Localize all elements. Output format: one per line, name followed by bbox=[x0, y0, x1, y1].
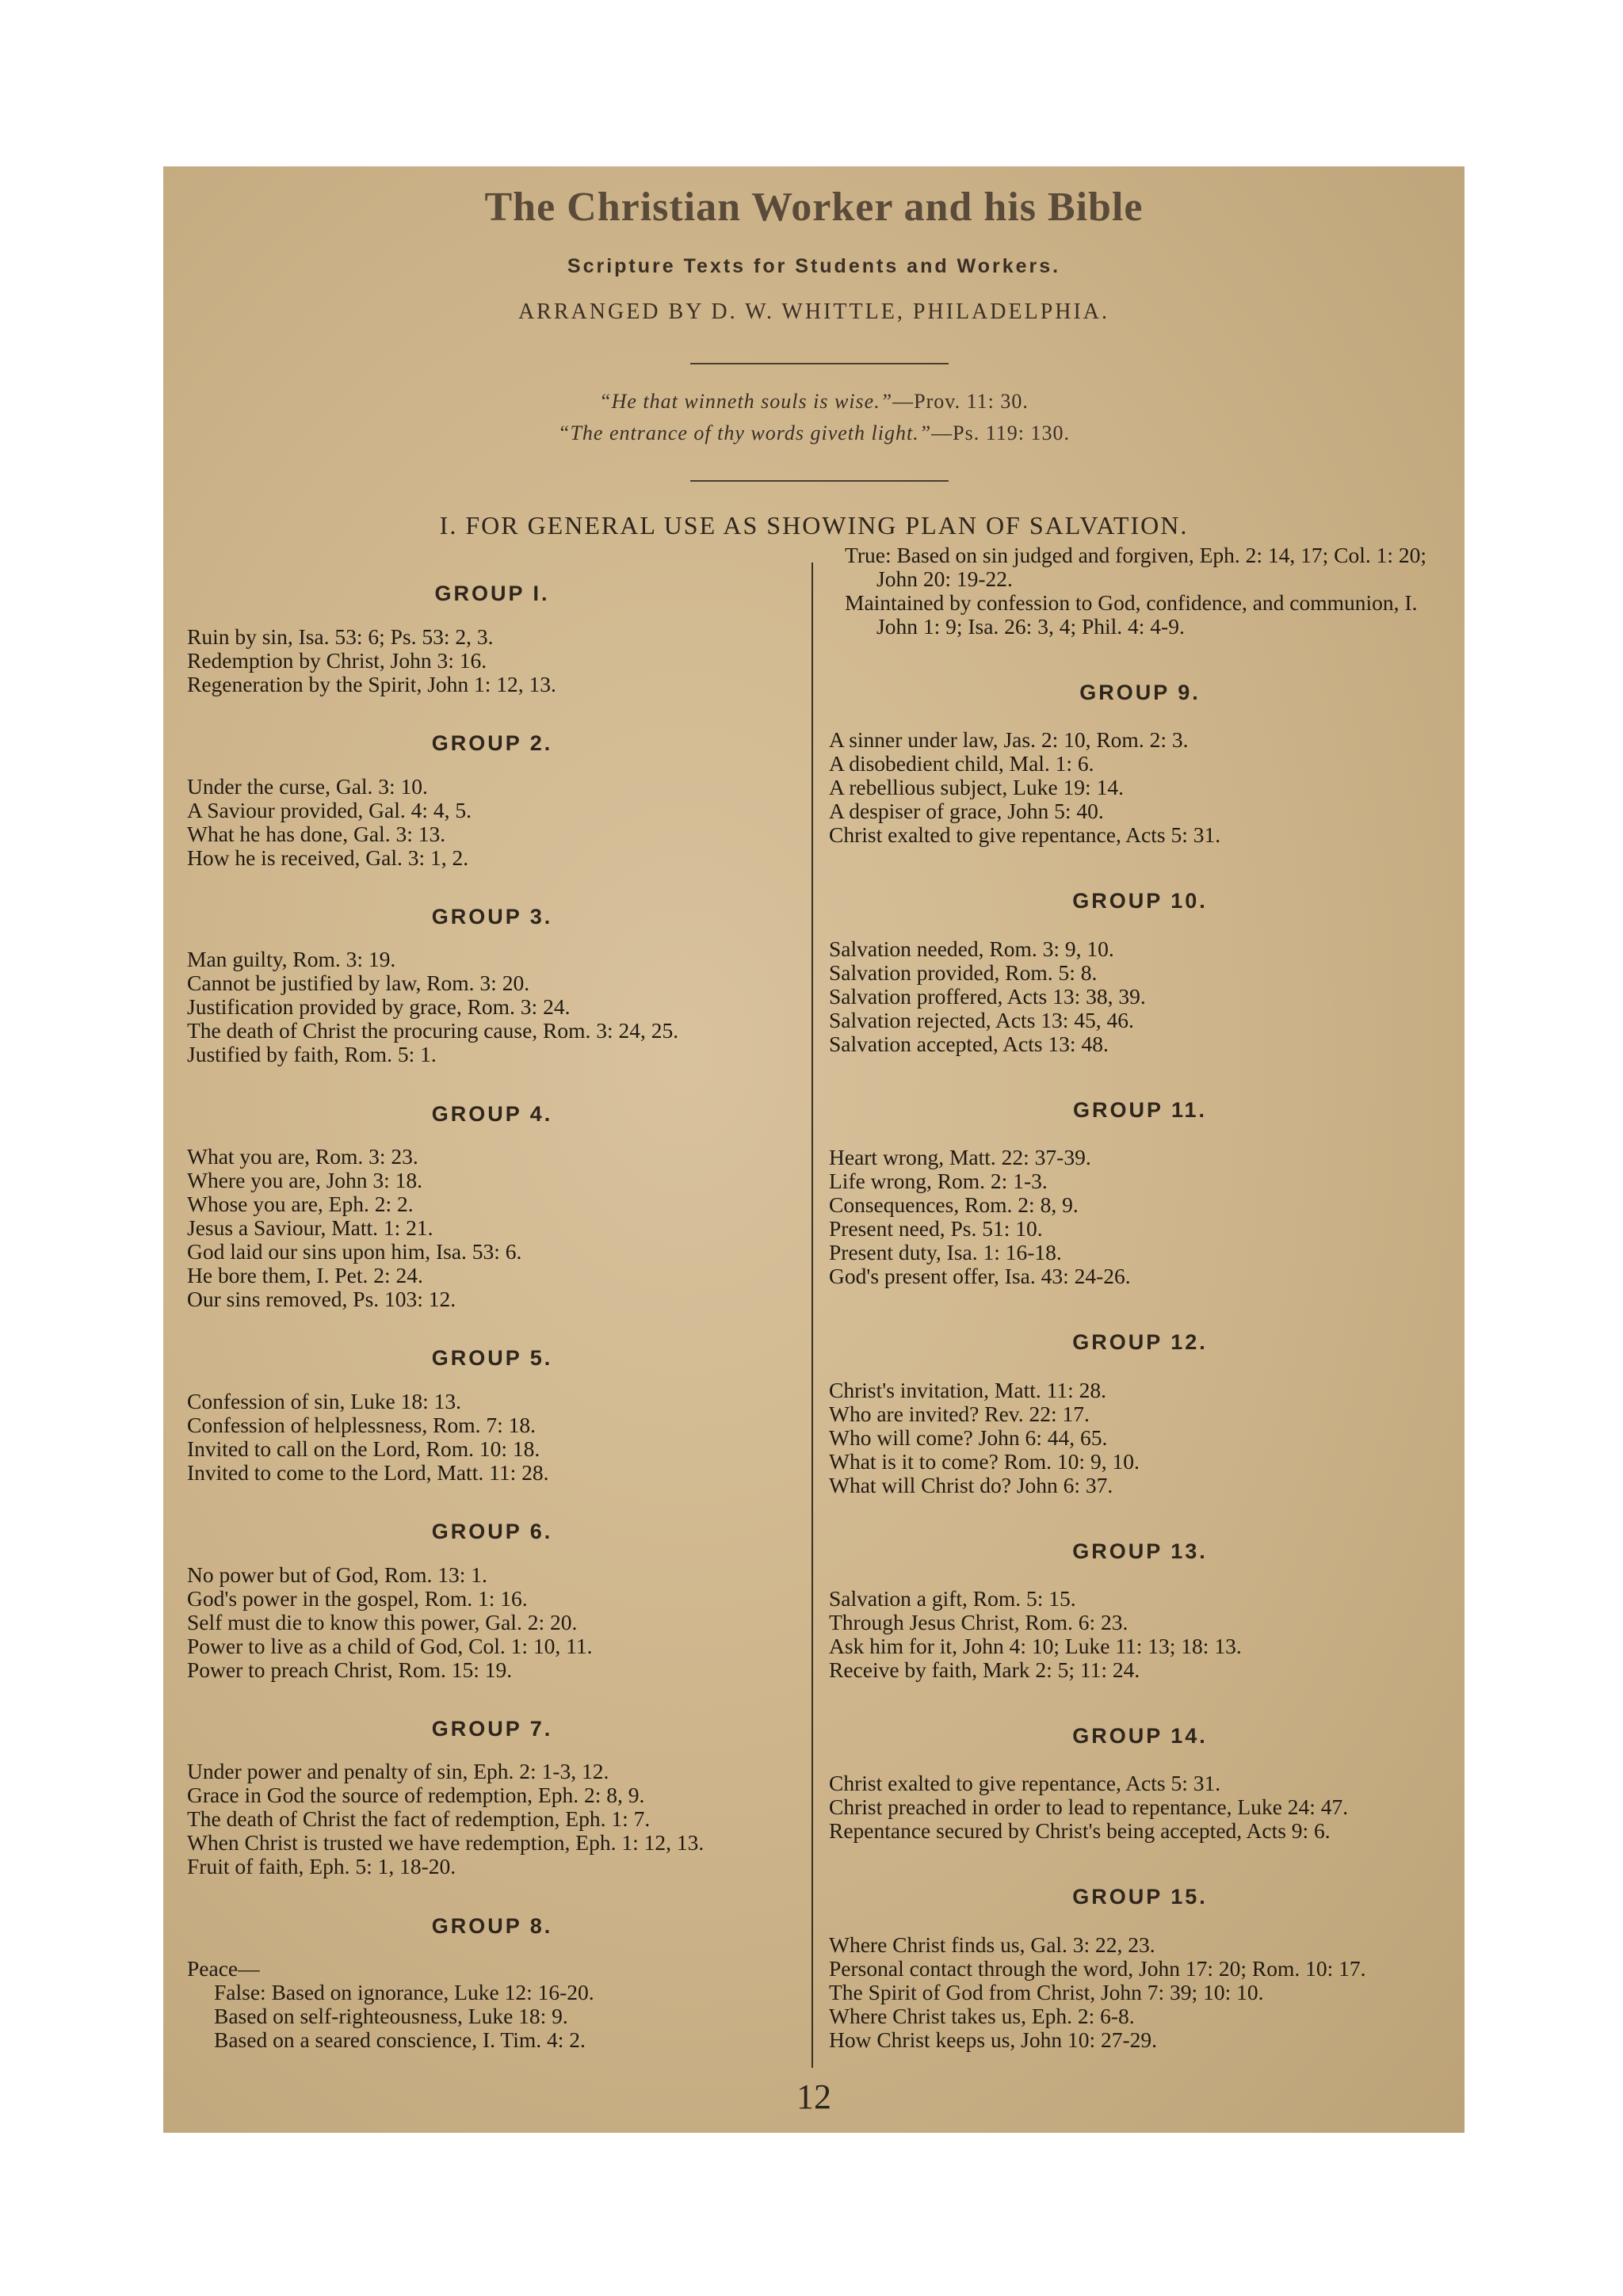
scripture-line: Ruin by sin, Isa. 53: 6; Ps. 53: 2, 3. bbox=[187, 624, 494, 649]
scripture-line: Christ exalted to give repentance, Acts 5: 31. bbox=[829, 822, 1221, 848]
group-heading: GROUP 14. bbox=[1072, 1724, 1208, 1749]
group-heading: GROUP 8. bbox=[431, 1913, 553, 1938]
scripture-line: Based on a seared conscience, I. Tim. 4: 2. bbox=[214, 2027, 586, 2052]
scripture-line: God's power in the gospel, Rom. 1: 16. bbox=[187, 1585, 528, 1611]
group-heading: GROUP 7. bbox=[431, 1716, 553, 1741]
scripture-line: False: Based on ignorance, Luke 12: 16-20. bbox=[214, 1980, 594, 2004]
scripture-line: Present need, Ps. 51: 10. bbox=[829, 1216, 1043, 1241]
scripture-line: He bore them, I. Pet. 2: 24. bbox=[187, 1263, 423, 1287]
scripture-line: Receive by faith, Mark 2: 5; 11: 24. bbox=[829, 1657, 1140, 1683]
scripture-line: When Christ is trusted we have redemption, Eph. 1: 12, 13. bbox=[187, 1830, 705, 1855]
column-divider bbox=[812, 563, 813, 2068]
page-title: The Christian Worker and his Bible bbox=[484, 185, 1144, 230]
scripture-line: Peace— bbox=[187, 1956, 260, 1981]
scripture-line: Whose you are, Eph. 2: 2. bbox=[187, 1192, 414, 1216]
scripture-line: Power to preach Christ, Rom. 15: 19. bbox=[187, 1657, 513, 1682]
scripture-line: No power but of God, Rom. 13: 1. bbox=[187, 1562, 487, 1587]
scripture-line: Justified by faith, Rom. 5: 1. bbox=[187, 1042, 437, 1067]
scripture-line: Confession of helplessness, Rom. 7: 18. bbox=[187, 1412, 536, 1437]
scripture-line: Justification provided by grace, Rom. 3: 24. bbox=[187, 994, 571, 1020]
group-heading: GROUP 13. bbox=[1072, 1539, 1208, 1563]
group-heading: GROUP 5. bbox=[431, 1346, 553, 1371]
group-heading: GROUP 6. bbox=[431, 1520, 553, 1543]
scripture-line: Where Christ finds us, Gal. 3: 22, 23. bbox=[829, 1932, 1155, 1957]
group-heading: GROUP 9. bbox=[1079, 681, 1201, 705]
scripture-line: Redemption by Christ, John 3: 16. bbox=[187, 647, 487, 673]
group-heading: GROUP I. bbox=[434, 582, 550, 606]
scripture-line: What will Christ do? John 6: 37. bbox=[829, 1472, 1113, 1497]
scripture-line: Invited to come to the Lord, Matt. 11: 28. bbox=[187, 1459, 549, 1485]
scripture-line: Fruit of faith, Eph. 5: 1, 18-20. bbox=[187, 1854, 456, 1879]
scripture-line: Based on self-righteousness, Luke 18: 9. bbox=[214, 2004, 568, 2028]
section-heading: I. FOR GENERAL USE AS SHOWING PLAN OF SALVATION. bbox=[439, 511, 1189, 540]
scripture-line: Where Christ takes us, Eph. 2: 6-8. bbox=[829, 2003, 1135, 2028]
group-heading: GROUP 12. bbox=[1072, 1330, 1208, 1355]
scripture-line: Life wrong, Rom. 2: 1-3. bbox=[829, 1169, 1048, 1194]
group-heading: GROUP 15. bbox=[1072, 1885, 1208, 1909]
page-subtitle: Scripture Texts for Students and Workers. bbox=[567, 255, 1061, 277]
scripture-line: Present duty, Isa. 1: 16-18. bbox=[829, 1240, 1062, 1265]
scripture-line: True: Based on sin judged and forgiven, Eph. 2: 14, 17; Col. 1: 20; John 20: 19-22. bbox=[845, 543, 1427, 591]
quote-1 bbox=[163, 390, 1465, 414]
scripture-line: The death of Christ the procuring cause, Rom. 3: 24, 25. bbox=[187, 1018, 679, 1043]
scripture-line: Self must die to know this power, Gal. 2: 20. bbox=[187, 1609, 578, 1634]
scripture-line: Consequences, Rom. 2: 8, 9. bbox=[829, 1192, 1079, 1218]
scripture-line: Where you are, John 3: 18. bbox=[187, 1168, 423, 1192]
scripture-line: A Saviour provided, Gal. 4: 4, 5. bbox=[187, 797, 472, 822]
scripture-line: Regeneration by the Spirit, John 1: 12, 13. bbox=[187, 671, 556, 696]
scripture-line: Under the curse, Gal. 3: 10. bbox=[187, 773, 428, 799]
scripture-line: Christ preached in order to lead to repentance, Luke 24: 47. bbox=[829, 1794, 1349, 1820]
group-heading: GROUP 3. bbox=[431, 904, 553, 929]
scripture-line: Heart wrong, Matt. 22: 37-39. bbox=[829, 1145, 1091, 1170]
scripture-line: God's present offer, Isa. 43: 24-26. bbox=[829, 1264, 1131, 1289]
scripture-line: Invited to call on the Lord, Rom. 10: 18. bbox=[187, 1436, 540, 1461]
quote-2-text: “The entrance of thy words giveth light.” bbox=[557, 421, 932, 444]
scripture-line: How he is received, Gal. 3: 1, 2. bbox=[187, 845, 469, 870]
scripture-line: Ask him for it, John 4: 10; Luke 11: 13; 18: 13. bbox=[829, 1634, 1242, 1659]
group-heading: GROUP 10. bbox=[1072, 889, 1208, 913]
scripture-line: Salvation accepted, Acts 13: 48. bbox=[829, 1031, 1109, 1056]
arranged-by: ARRANGED BY D. W. WHITTLE, PHILADELPHIA. bbox=[517, 299, 1110, 324]
divider-rule bbox=[690, 480, 949, 482]
scripture-line: Cannot be justified by law, Rom. 3: 20. bbox=[187, 971, 530, 996]
scripture-line: God laid our sins upon him, Isa. 53: 6. bbox=[187, 1239, 522, 1264]
scripture-line: Our sins removed, Ps. 103: 12. bbox=[187, 1287, 456, 1311]
scripture-line: A sinner under law, Jas. 2: 10, Rom. 2: 3. bbox=[829, 727, 1189, 753]
scripture-line: A disobedient child, Mal. 1: 6. bbox=[829, 751, 1094, 776]
group-heading: GROUP 2. bbox=[431, 731, 553, 755]
quote-2-ref: —Ps. 119: 130. bbox=[931, 421, 1071, 444]
scripture-line: The Spirit of God from Christ, John 7: 39; 10: 10. bbox=[829, 1979, 1264, 2004]
scripture-line: What you are, Rom. 3: 23. bbox=[187, 1144, 418, 1169]
scripture-line: Grace in God the source of redemption, Eph. 2: 8, 9. bbox=[187, 1783, 645, 1808]
scripture-line: Salvation needed, Rom. 3: 9, 10. bbox=[829, 936, 1114, 961]
scripture-line: The death of Christ the fact of redemption, Eph. 1: 7. bbox=[187, 1806, 651, 1832]
scripture-line: Jesus a Saviour, Matt. 1: 21. bbox=[187, 1215, 433, 1240]
scripture-line: Personal contact through the word, John 17: 20; Rom. 10: 17. bbox=[829, 1955, 1366, 1981]
scripture-line: A despiser of grace, John 5: 40. bbox=[829, 799, 1104, 824]
scripture-line: Confession of sin, Luke 18: 13. bbox=[187, 1388, 462, 1413]
book-page bbox=[163, 166, 1465, 2133]
left-column bbox=[187, 547, 797, 2052]
right-column bbox=[829, 543, 1451, 2052]
quote-1-text: “He that winneth souls is wise.” bbox=[599, 390, 893, 413]
scripture-line: How Christ keeps us, John 10: 27-29. bbox=[829, 2027, 1158, 2052]
scripture-line: Christ exalted to give repentance, Acts 5: 31. bbox=[829, 1771, 1221, 1796]
scripture-line: Maintained by confession to God, confidence, and communion, I. John 1: 9; Isa. 26: 3, 4; Phil. 4: 4-9. bbox=[845, 590, 1418, 639]
page-number: 12 bbox=[796, 2077, 831, 2116]
group-heading: GROUP 4. bbox=[431, 1101, 553, 1126]
scripture-line: A rebellious subject, Luke 19: 14. bbox=[829, 775, 1124, 800]
scripture-line: What he has done, Gal. 3: 13. bbox=[187, 821, 446, 846]
scripture-line: Power to live as a child of God, Col. 1: 10, 11. bbox=[187, 1633, 593, 1658]
scripture-line: Under power and penalty of sin, Eph. 2: 1-3, 12. bbox=[187, 1759, 609, 1784]
divider-rule bbox=[690, 363, 949, 364]
scripture-line: Who will come? John 6: 44, 65. bbox=[829, 1425, 1108, 1450]
scripture-line: Through Jesus Christ, Rom. 6: 23. bbox=[829, 1610, 1128, 1635]
group-heading: GROUP 11. bbox=[1072, 1097, 1208, 1122]
scripture-line: Salvation provided, Rom. 5: 8. bbox=[829, 959, 1098, 985]
scripture-line: Repentance secured by Christ's being accepted, Acts 9: 6. bbox=[829, 1818, 1331, 1844]
scripture-line: Christ's invitation, Matt. 11: 28. bbox=[829, 1377, 1106, 1402]
quote-1-ref: —Prov. 11: 30. bbox=[892, 390, 1029, 413]
scripture-line: Who are invited? Rev. 22: 17. bbox=[829, 1401, 1090, 1426]
scripture-line: Salvation rejected, Acts 13: 45, 46. bbox=[829, 1007, 1134, 1032]
scripture-line: Man guilty, Rom. 3: 19. bbox=[187, 947, 396, 972]
quote-2 bbox=[163, 421, 1465, 445]
scripture-line: Salvation proffered, Acts 13: 38, 39. bbox=[829, 983, 1146, 1009]
scripture-line: Salvation a gift, Rom. 5: 15. bbox=[829, 1586, 1076, 1611]
scripture-line: What is it to come? Rom. 10: 9, 10. bbox=[829, 1448, 1140, 1474]
